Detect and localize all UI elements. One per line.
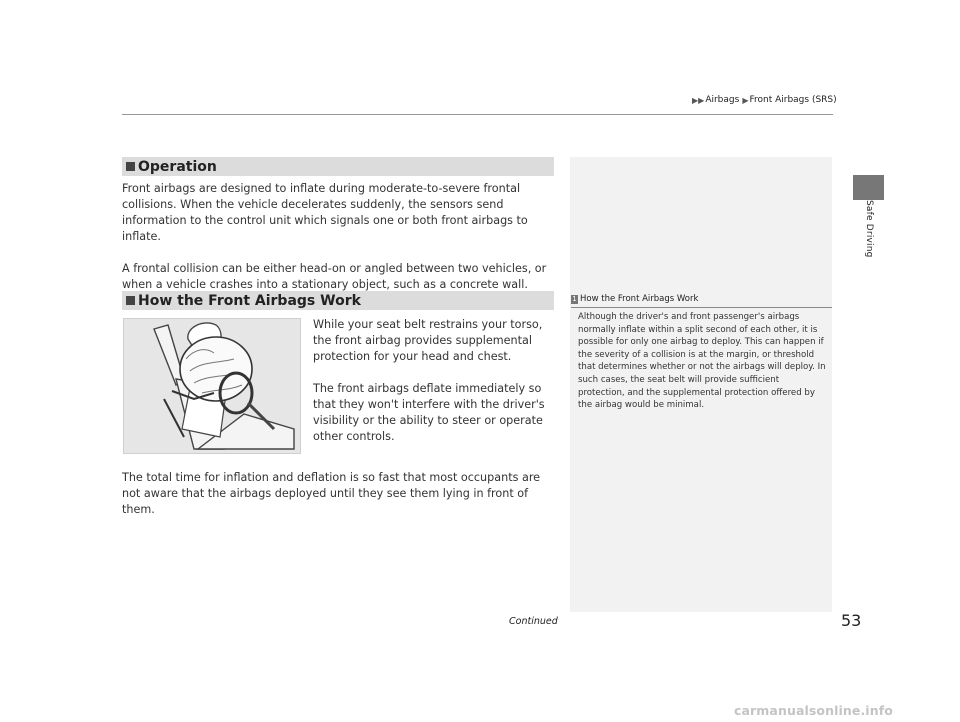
sidebar-note-title: [571, 294, 832, 308]
breadcrumb-item-front-airbags[interactable]: Front Airbags (SRS): [749, 95, 837, 105]
how-airbags-work-paragraph-2: The front airbags deflate immediately so that they won't interfere with the driver's visibility or the ability to steer or operate other controls.: [313, 382, 545, 443]
breadcrumb-item-airbags[interactable]: Airbags: [705, 95, 740, 105]
operation-paragraph-2: A frontal collision can be either head-on or angled between two vehicles, or when a vehicle crashes into a stationary object, such as a concrete wall.: [122, 262, 547, 291]
operation-body: [122, 181, 554, 293]
how-airbags-work-heading-text: How the Front Airbags Work: [138, 292, 361, 309]
section-tab-label: Safe Driving: [864, 200, 874, 258]
how-airbags-work-body-bottom: [122, 470, 554, 518]
how-airbags-work-heading: [122, 291, 554, 310]
sidebar-note-body: Although the driver's and front passenger's airbags normally inflate within a split second of each other, it is possible for only one airbag to deploy. This can happen if the severity of a collision is at the margin, or threshold that determines whether or not the airbags will deploy. In such cases, the seat belt will provide sufficient protection, and the supplemental protection offered by the airbag would be minimal.: [578, 312, 826, 411]
airbag-illustration: [123, 318, 301, 454]
note-reference-badge: 1: [572, 294, 577, 303]
continued-label: Continued: [509, 616, 558, 627]
triangle-right-icon: ▶: [742, 95, 749, 105]
watermark: carmanualsonline.info: [734, 703, 893, 718]
operation-paragraph-1: Front airbags are designed to inflate during moderate-to-severe frontal collisions. When the vehicle decelerates suddenly, the sensors send information to the control unit which signals one or both front airbags to inflate.: [122, 182, 528, 243]
triangle-right-icon: ▶▶: [692, 95, 705, 105]
airbag-deployment-drawing: [124, 319, 300, 453]
how-airbags-work-body-right: [313, 317, 555, 445]
square-bullet-icon: [126, 162, 135, 171]
how-airbags-work-paragraph-3: The total time for inflation and deflation is so fast that most occupants are not aware that the airbags deployed until they see them lying in front of them.: [122, 471, 541, 516]
breadcrumb: [692, 95, 840, 105]
header-divider: [122, 114, 833, 115]
operation-heading: [122, 157, 554, 176]
page-number: 53: [841, 611, 862, 630]
how-airbags-work-paragraph-1: While your seat belt restrains your torso, the front airbag provides supplemental protection for your head and chest.: [313, 318, 543, 363]
sidebar-note-title-text: How the Front Airbags Work: [580, 294, 699, 304]
operation-heading-text: Operation: [138, 158, 217, 175]
square-bullet-icon: [126, 296, 135, 305]
section-tab-marker: [853, 175, 884, 200]
